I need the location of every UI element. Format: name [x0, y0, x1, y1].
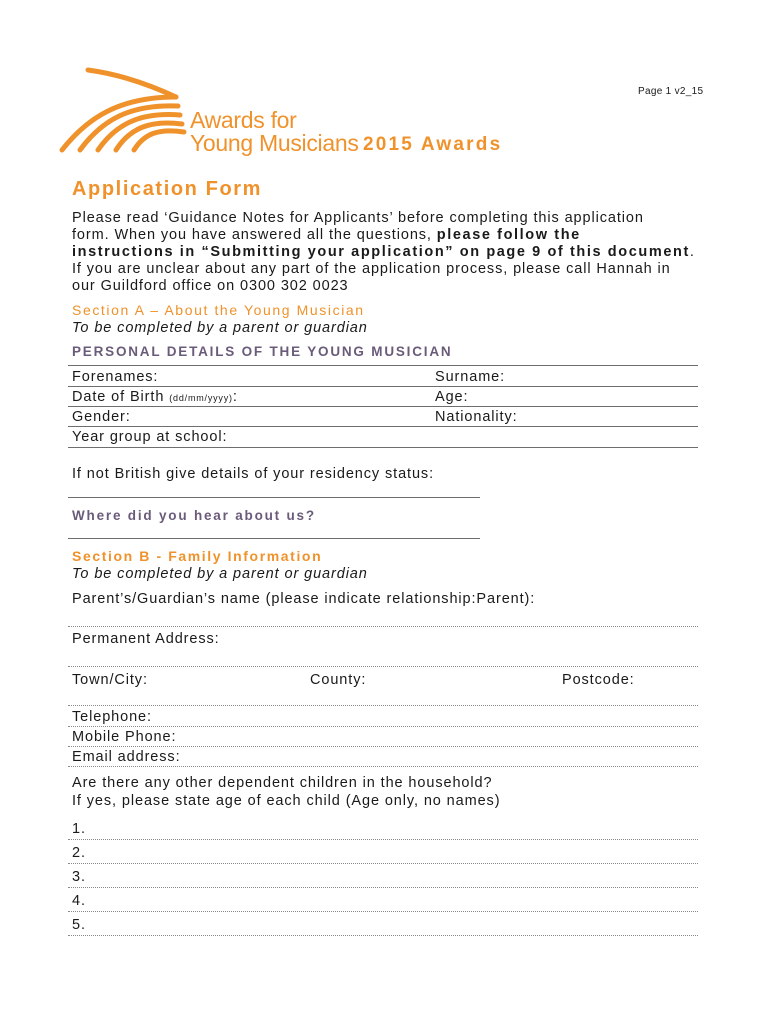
divider-year-group: [68, 447, 698, 448]
surname-label[interactable]: Surname:: [435, 369, 506, 385]
age-label[interactable]: Age:: [435, 389, 469, 405]
county-label[interactable]: County:: [310, 672, 367, 688]
child-1-line: [68, 839, 698, 840]
gender-label[interactable]: Gender:: [72, 409, 131, 425]
dob-colon: :: [232, 389, 238, 405]
telephone-label[interactable]: Telephone:: [72, 709, 152, 725]
forenames-label[interactable]: Forenames:: [72, 369, 159, 385]
child-5-line: [68, 935, 698, 936]
personal-details-heading: PERSONAL DETAILS OF THE YOUNG MUSICIAN: [72, 344, 453, 359]
dependents-question-2: If yes, please state age of each child (Age only, no names): [72, 793, 501, 809]
guardian-name-label[interactable]: Parent’s/Guardian’s name (please indicate relationship:Parent):: [72, 591, 536, 607]
town-label[interactable]: Town/City:: [72, 672, 148, 688]
divider-forenames: [68, 386, 698, 387]
child-4-label[interactable]: 4.: [72, 893, 86, 909]
dob-format: (dd/mm/yyyy): [169, 393, 233, 403]
address-line: [68, 666, 698, 667]
page-title: Application Form: [72, 178, 263, 200]
hear-about-us-line: [68, 538, 480, 539]
child-2-label[interactable]: 2.: [72, 845, 86, 861]
divider-personal: [68, 365, 698, 366]
year-group-label[interactable]: Year group at school:: [72, 429, 228, 445]
child-4-line: [68, 911, 698, 912]
dob-label[interactable]: [72, 388, 238, 407]
residency-label[interactable]: If not British give details of your residency status:: [72, 466, 435, 482]
intro-line-3: [72, 243, 695, 261]
logo-text-line2: Young Musicians: [190, 130, 359, 156]
logo-text-line1: Awards for: [190, 107, 297, 133]
intro-line-1: Please read ‘Guidance Notes for Applicants’ before completing this application: [72, 210, 644, 226]
section-b-heading: Section B - Family Information: [72, 548, 323, 564]
intro-line-2: [72, 226, 581, 244]
town-line: [68, 705, 698, 706]
child-2-line: [68, 863, 698, 864]
intro-line-3-text: .: [689, 244, 695, 260]
mobile-line: [68, 746, 698, 747]
guardian-name-line: [68, 626, 698, 627]
divider-gender: [68, 426, 698, 427]
address-label[interactable]: Permanent Address:: [72, 631, 220, 647]
intro-line-2-bold: please follow the: [436, 227, 581, 243]
page-number: Page 1 v2_15: [638, 86, 704, 97]
divider-dob: [68, 406, 698, 407]
email-label[interactable]: Email address:: [72, 749, 181, 765]
child-3-line: [68, 887, 698, 888]
nationality-label[interactable]: Nationality:: [435, 409, 518, 425]
child-3-label[interactable]: 3.: [72, 869, 86, 885]
postcode-label[interactable]: Postcode:: [562, 672, 635, 688]
intro-line-5: our Guildford office on 0300 302 0023: [72, 278, 349, 294]
section-a-subheading: To be completed by a parent or guardian: [72, 320, 368, 336]
section-b-subheading: To be completed by a parent or guardian: [72, 566, 368, 582]
dob-text: Date of Birth: [72, 389, 165, 405]
intro-line-2-text: form. When you have answered all the questions,: [72, 227, 437, 243]
email-line: [68, 766, 698, 767]
residency-line: [68, 497, 480, 498]
child-1-label[interactable]: 1.: [72, 821, 86, 837]
intro-line-4: If you are unclear about any part of the application process, please call Hannah in: [72, 261, 671, 277]
awards-logo-graphic: [58, 62, 188, 157]
telephone-line: [68, 726, 698, 727]
dependents-question-1: Are there any other dependent children in the household?: [72, 775, 493, 791]
mobile-label[interactable]: Mobile Phone:: [72, 729, 177, 745]
intro-line-3-bold: instructions in “Submitting your application” on page 9 of this document: [72, 244, 690, 260]
section-a-heading: Section A – About the Young Musician: [72, 302, 365, 318]
child-5-label[interactable]: 5.: [72, 917, 86, 933]
hear-about-us-heading[interactable]: Where did you hear about us?: [72, 508, 316, 523]
awards-year-title: 2015 Awards: [363, 134, 503, 155]
